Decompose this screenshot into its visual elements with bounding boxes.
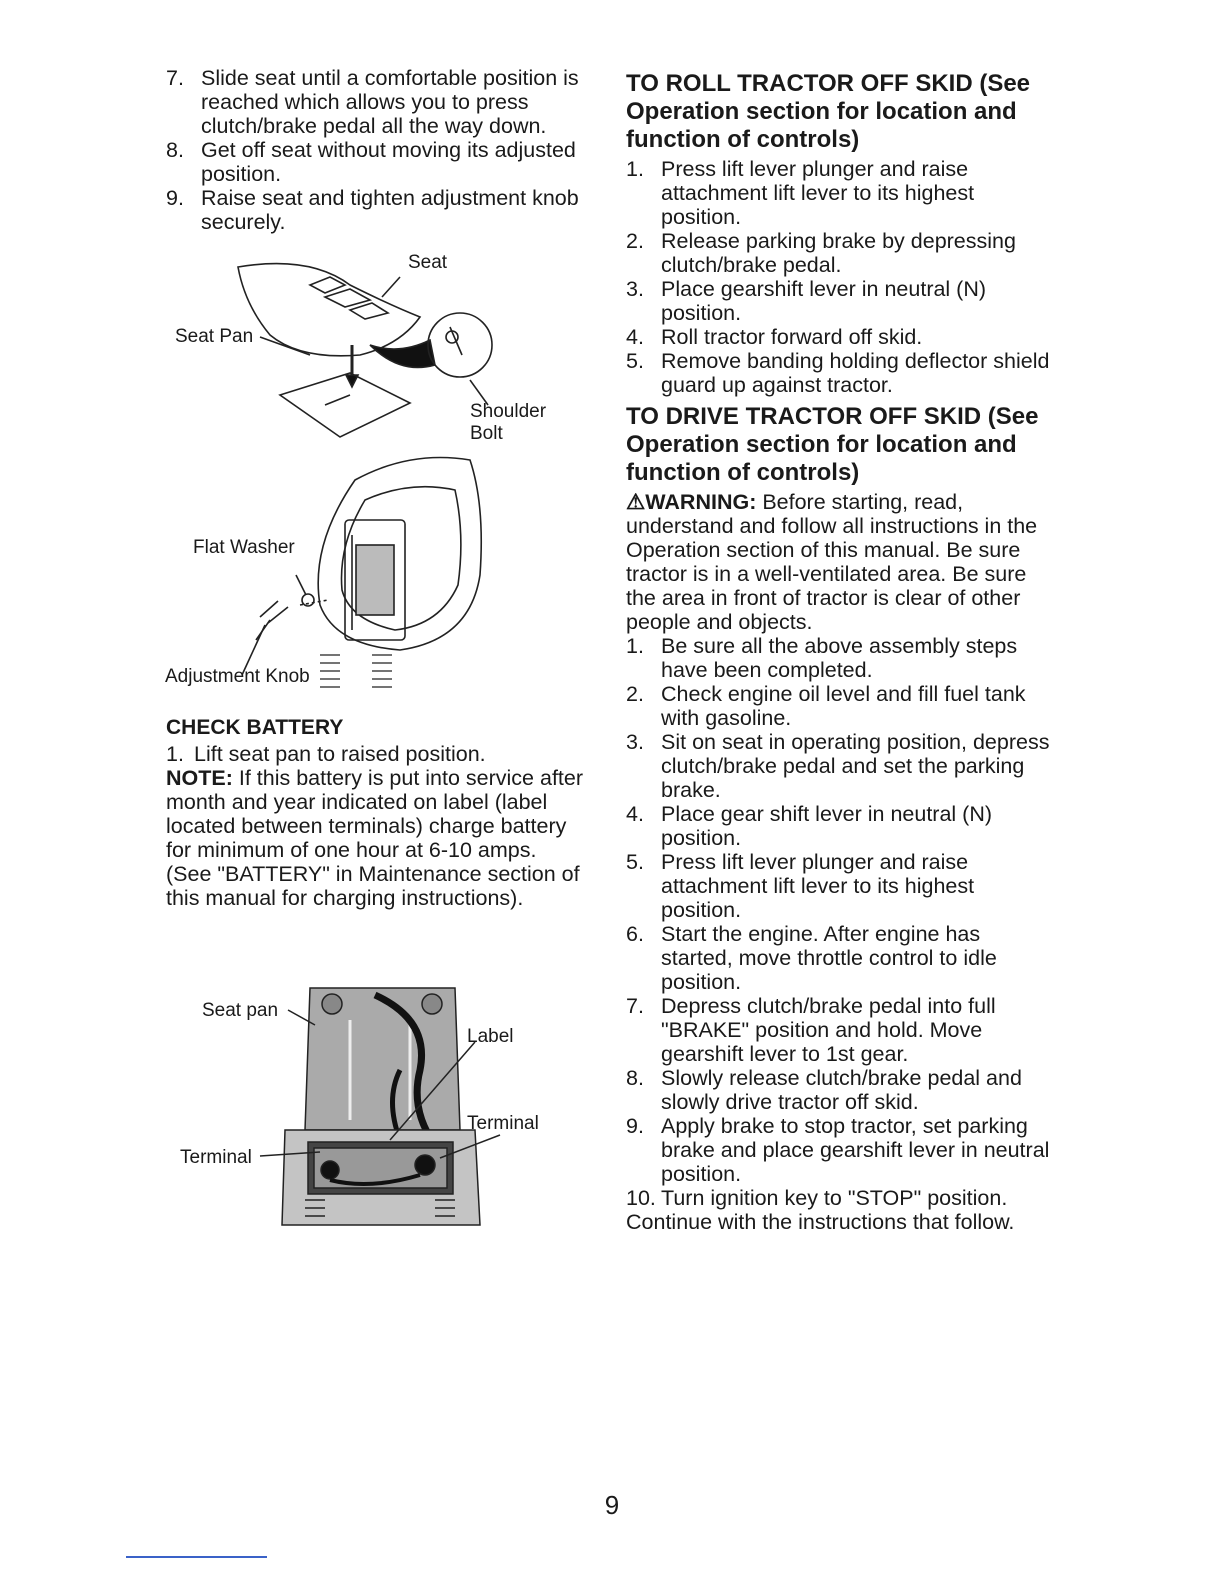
warning-label: WARNING: [645, 490, 757, 514]
list-item: 9. Apply brake to stop tractor, set parking brake and place gearshift lever in neutral position. [626, 1114, 1050, 1186]
footer-rule [126, 1556, 267, 1558]
right-column [626, 70, 1056, 1234]
seat-pan-label: Seat pan [202, 1000, 279, 1021]
list-item: 1. Press lift lever plunger and raise attachment lift lever to its highest position. [626, 157, 975, 229]
battery-figure [170, 980, 570, 1230]
flat-washer-label: Flat Washer [193, 537, 295, 558]
continue-text: Continue with the instructions that follow. [626, 1210, 1015, 1234]
list-item: 3. Place gearshift lever in neutral (N) position. [626, 277, 987, 325]
warning-paragraph: ⚠WARNING: Before starting, read, understand and follow all instructions in the Operation section of this manual. Be sure tractor is in a well-ventilated area. Be sure the area in front of tractor is clear of other people and objects. [626, 490, 1038, 634]
check-battery-section [166, 716, 586, 910]
seat-diagram-icon [160, 245, 580, 695]
list-item: 10. Turn ignition key to "STOP" position. [626, 1186, 1008, 1210]
warning-icon: ⚠ [626, 490, 646, 514]
seat-pan-label: Seat Pan [175, 326, 254, 347]
list-item: 2. Check engine oil level and fill fuel tank with gasoline. [626, 682, 1026, 730]
list-item: 5. Remove banding holding deflector shield guard up against tractor. [626, 349, 1050, 397]
list-item: 2. Release parking brake by depressing clutch/brake pedal. [626, 229, 1016, 277]
list-item: 6. Start the engine. After engine has started, move throttle control to idle position. [626, 922, 997, 994]
adjustment-knob-label: Adjustment Knob [165, 666, 310, 687]
list-item: 4. Roll tractor forward off skid. [626, 325, 923, 349]
note-paragraph: NOTE: If this battery is put into service after month and year indicated on label (label located between terminals) charge battery for minimum of one hour at 6-10 amps. (See "BATTERY" in Maintenance section of this manual for charging instructions). [166, 766, 584, 910]
section-heading: CHECK BATTERY [166, 716, 344, 739]
list-item: 8. Get off seat without moving its adjusted position. [166, 138, 576, 186]
list-item: 3. Sit on seat in operating position, depress clutch/brake pedal and set the parking brake. [626, 730, 1050, 802]
list-item: 7. Slide seat until a comfortable position is reached which allows you to press clutch/brake pedal all the way down. [166, 66, 579, 138]
seat-label: Seat [408, 252, 448, 273]
seat-assembly-figure [160, 245, 580, 695]
label-label: Label [467, 1026, 514, 1047]
list-item: 1. Lift seat pan to raised position. [166, 742, 486, 766]
list-item: 9. Raise seat and tighten adjustment knob securely. [166, 186, 579, 234]
list-item: 4. Place gear shift lever in neutral (N) position. [626, 802, 993, 850]
shoulder-bolt-label: Shoulder [470, 401, 547, 422]
list-item: 7. Depress clutch/brake pedal into full "BRAKE" position and hold. Move gearshift lever to 1st gear. [626, 994, 996, 1066]
terminal-label: Terminal [467, 1113, 539, 1134]
list-item: 8. Slowly release clutch/brake pedal and slowly drive tractor off skid. [626, 1066, 1022, 1114]
left-column [166, 66, 586, 234]
section-heading: TO ROLL TRACTOR OFF SKID (See Operation section for location and function of controls) [626, 70, 1031, 153]
page-number: 9 [604, 1490, 620, 1520]
note-label: NOTE: [166, 766, 233, 790]
list-item: 5. Press lift lever plunger and raise attachment lift lever to its highest position. [626, 850, 975, 922]
terminal-label: Terminal [180, 1147, 252, 1168]
shoulder-bolt-label: Bolt [470, 423, 503, 444]
list-item: 1. Be sure all the above assembly steps have been completed. [626, 634, 1018, 682]
section-heading: TO DRIVE TRACTOR OFF SKID (See Operation section for location and function of controls) [626, 403, 1039, 486]
